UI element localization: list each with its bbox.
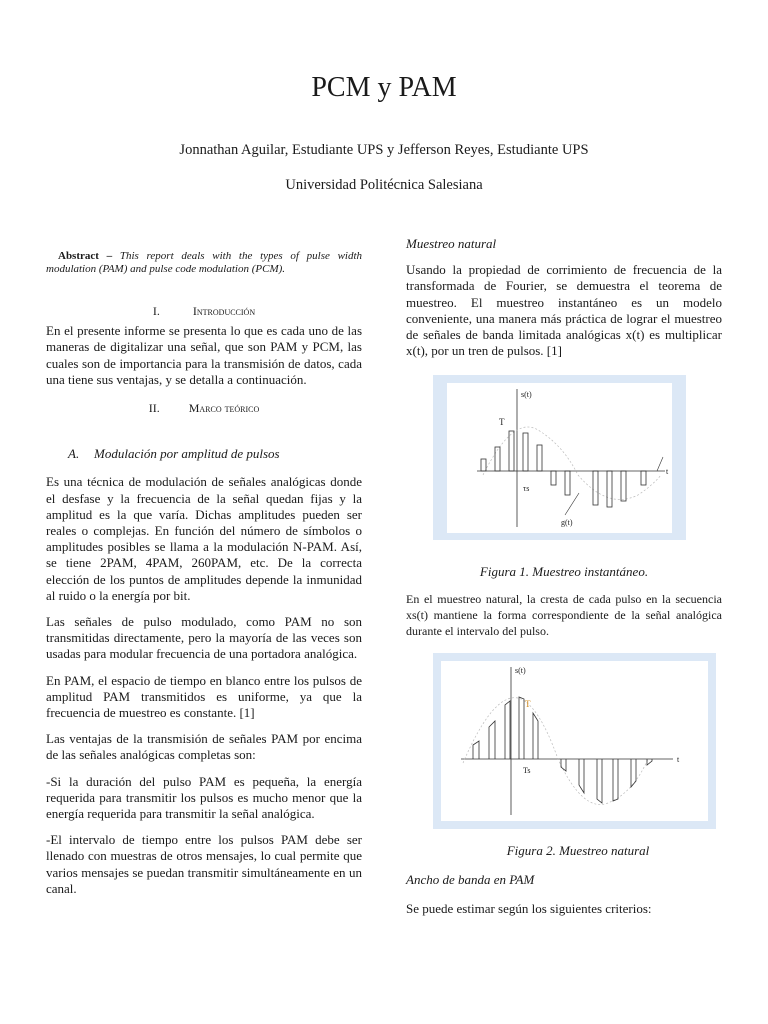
intro-paragraph: En el presente informe se presenta lo que es cada uno de las maneras de digitalizar una señal, que son PAM y PCM, las cuales son de importancia para la transmisión de datos, cada una tiene sus ventajas, y se detalla a continuación. [46,323,362,387]
abstract-text: This report deals with the types of pulse width modulation (PAM) and pulse code modulation (PCM). [46,250,363,275]
heading-ancho-de-banda: Ancho de banda en PAM [406,872,535,887]
authors-line: Jonnathan Aguilar, Estudiante UPS y Jefferson Reyes, Estudiante UPS [179,142,589,158]
figure-2-natural-sampling [433,653,716,829]
paragraph-advantage-1: -Si la duración del pulso PAM es pequeña, la energía requerida para transmitir los pulsos es mucho menor que la energía requerida para transmitir la señal analógica. [46,773,362,822]
figure-1-plot [433,375,686,540]
section-title: Marco teórico [188,401,260,416]
subsection-letter: A. [68,446,80,462]
fig1-tau-label: τs [523,484,530,493]
paragraph-bandwidth-criteria: Se puede estimar según los siguientes criterios: [406,901,652,916]
paragraph-sampling-theorem: Usando la propiedad de corrimiento de frecuencia de la transformada de Fourier, se demuestra el teorema de muestreo. El muestreo instantáneo es un modelo conveniente, una manera más práctica de lograr el muestreo de señales de banda limitada analógicas x(t) es multiplicar x(t), por un tren de pulsos. [1] [406,262,722,359]
figure-1-caption: Figura 1. Muestreo instantáneo. [479,564,649,579]
fig2-x-label: t [677,755,680,764]
fig1-g-label: g(t) [561,518,573,527]
right-column [406,236,722,359]
paragraph-natural-sampling: En el muestreo natural, la cresta de cada pulso en la secuencia xs(t) mantiene la forma correspondiente de la señal analógica durante el intervalo del pulso. [406,592,722,639]
paragraph-pam-spacing: En PAM, el espacio de tiempo en blanco entre los pulsos de amplitud PAM transmitidos es uniforme, ya que la frecuencia de muestreo es constante. [1] [46,672,362,721]
section-heading-marco [46,400,362,416]
fig2-y-label: s(t) [515,666,526,675]
section-title: Introducción [192,304,256,318]
affiliation-line: Universidad Politécnica Salesiana [285,177,483,193]
abstract [46,250,362,275]
subsection-heading-a [46,446,362,462]
figure-2-caption: Figura 2. Muestreo natural [506,843,650,858]
fig1-t-label: T [499,417,505,427]
paragraph-pam-definition: Es una técnica de modulación de señales analógicas donde el desfase y la frecuencia de la señal quedan fijas y la amplitud es la que varía. Dichas amplitudes pueden ser reales o complejas. En función del número de símbolos o amplitudes posibles se llama a la modulación N-PAM. Así, se tiene 2PAM, 4PAM, 260PAM, etc. De la correcta elección de los puntos de amplitudes depende la inmunidad al ruido o la energía por bit. [46,474,362,603]
figure-2-plot [433,653,716,829]
heading-muestreo-natural: Muestreo natural [406,236,497,251]
paragraph-pam-advantages: Las ventajas de la transmisión de señales PAM por encima de las señales analógicas completas son: [46,731,362,763]
left-column [46,250,362,897]
section-number: I. [152,304,160,318]
paragraph-advantage-2: -El intervalo de tiempo entre los pulsos PAM debe ser llenado con muestras de otros mensajes, lo cual permite que varios mensajes se puedan transmitir simultáneamente en un canal. [46,832,362,896]
fig2-t-label: T [525,699,531,709]
fig2-ts-label: Ts [523,766,531,775]
abstract-label: Abstract – [58,250,113,262]
fig1-y-label: s(t) [521,390,532,399]
subsection-title: Modulación por amplitud de pulsos [94,446,280,462]
section-number: II. [148,401,160,416]
section-heading-intro [46,303,362,319]
paragraph-pam-transmission: Las señales de pulso modulado, como PAM no son transmitidas directamente, pero la mayoría de las veces son usadas para modular frecuencia de una portadora analógica. [46,614,362,662]
figure-1-instantaneous-sampling [433,375,686,540]
fig1-x-label: t [666,467,669,476]
paper-title: PCM y PAM [311,72,457,103]
